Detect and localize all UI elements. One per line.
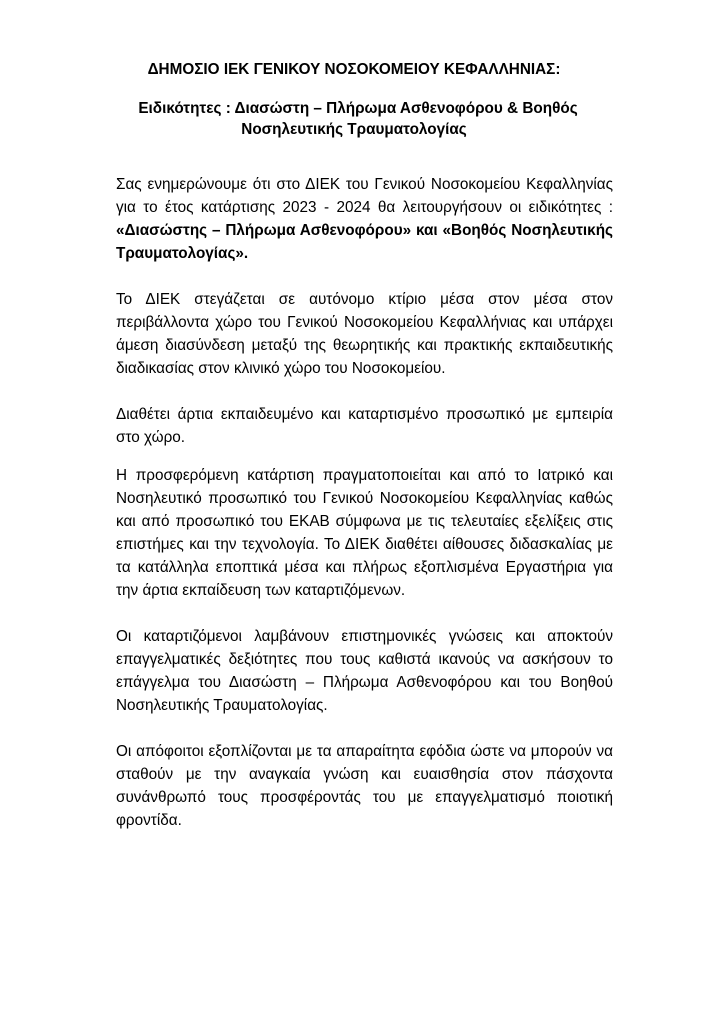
paragraph-skills: Οι καταρτιζόμενοι λαμβάνουν επιστημονικές γνώσεις και αποκτούν επαγγελματικές δεξιότητες που τους καθιστά ικανούς να ασκήσουν το επάγγελμα του Διασώστη – Πλήρωμα Ασθενοφόρου και του Βοηθού Νοσηλευτικής Τραυματολογίας. [116, 628, 613, 714]
paragraph-training: Η προσφερόμενη κατάρτιση πραγματοποιείται και από το Ιατρικό και Νοσηλευτικό προσωπικό του Γενικού Νοσοκομείου Κεφαλληνίας καθώς και από προσωπικό του ΕΚΑΒ σύμφωνα με τις τελευταίες εξελίξεις στις επιστήμες και την τεχνολογία. Το ΔΙΕΚ διαθέτει αίθουσες διδασκαλίας με τα κατάλληλα εποπτικά μέσα και πλήρως εξοπλισμένα Εργαστήρια για την άρτια εκπαίδευση των καταρτιζόμενων. [116, 467, 613, 599]
specialties-heading-line1: Ειδικότητες : Διασώστη – Πλήρωμα Ασθενοφόρου & Βοηθός [138, 100, 578, 117]
paragraph-graduates: Οι απόφοιτοι εξοπλίζονται με τα απαραίτητα εφόδια ώστε να μπορούν να σταθούν με την αναγκαία γνώση και ευαισθησία στον πάσχοντα συνάνθρωπό τους προσφέροντάς του με επαγγελματισμό ποιοτική φροντίδα. [116, 743, 613, 829]
paragraph-intro-text: Σας ενημερώνουμε ότι στο ΔΙΕΚ του Γενικού Νοσοκομείου Κεφαλληνίας για το έτος κατάρτισης 2023 - 2024 θα λειτουργήσουν οι ειδικότητες : [116, 176, 613, 216]
paragraph-intro [116, 173, 613, 265]
document-title: ΔΗΜΟΣΙΟ ΙΕΚ ΓΕΝΙΚΟΥ ΝΟΣΟΚΟΜΕΙΟΥ ΚΕΦΑΛΛΗΝΙΑΣ: [147, 61, 561, 78]
paragraph-staff: Διαθέτει άρτια εκπαιδευμένο και καταρτισμένο προσωπικό με εμπειρία στο χώρο. [116, 406, 613, 446]
paragraph-building: Το ΔΙΕΚ στεγάζεται σε αυτόνομο κτίριο μέσα στον μέσα στον περιβάλλοντα χώρο του Γενικού Νοσοκομείου Κεφαλλήνιας και υπάρχει άμεση διασύνδεση μεταξύ της θεωρητικής και πρακτικής εκπαιδευτικής διαδικασίας στον κλινικό χώρο του Νοσοκομείου. [116, 291, 613, 377]
paragraph-intro-specialties: «Διασώστης – Πλήρωμα Ασθενοφόρου» και «Βοηθός Νοσηλευτικής Τραυματολογίας». [116, 222, 613, 262]
specialties-heading-line2: Νοσηλευτικής Τραυματολογίας [241, 121, 467, 138]
